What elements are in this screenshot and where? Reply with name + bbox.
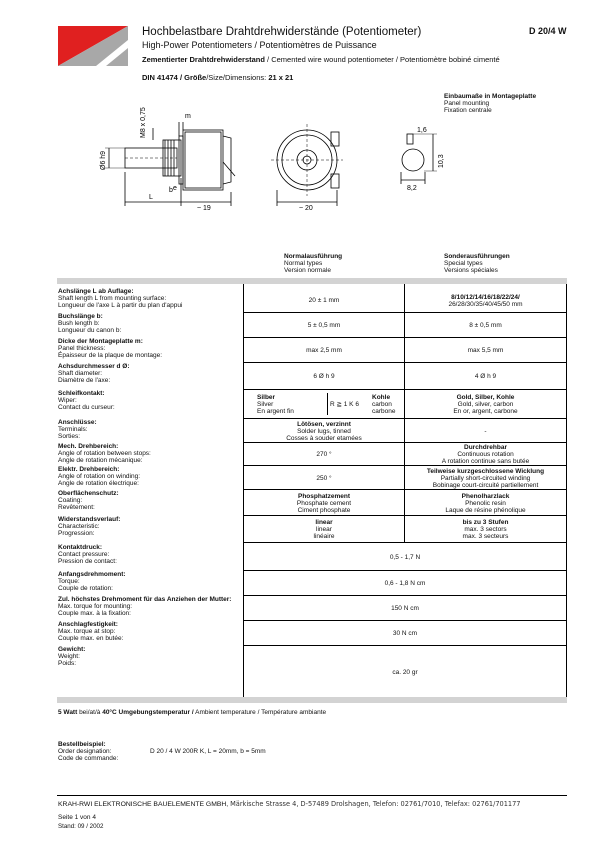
dim-len19: ~ 19 — [197, 205, 211, 212]
row-separator — [243, 312, 567, 313]
row-label — [58, 467, 240, 487]
size-rest: /Size/Dimensions: — [206, 73, 269, 82]
cell-line: linear — [315, 519, 333, 526]
cell-line: Continuous rotation — [457, 451, 514, 458]
row-label-de: Schleifkontakt: — [58, 390, 105, 397]
cell-line: Cosses à souder etamées — [286, 434, 362, 442]
footer-page: Seite 1 von 4 — [58, 814, 96, 821]
row-label-de: Anschlagfestigkeit: — [58, 621, 118, 628]
cell-line: 4 Ø h 9 — [474, 373, 497, 380]
row-label-en: Max. torque at stop: — [58, 627, 116, 635]
row-separator — [243, 442, 567, 443]
row-label-fr: Couple max. à la fixation: — [58, 609, 131, 617]
row-separator — [243, 542, 567, 543]
dim-dia20: ~ 20 — [299, 205, 313, 212]
row-label — [58, 314, 240, 334]
row-label-de: Achslänge L ab Auflage: — [58, 288, 134, 295]
power-mid: bei/at/à — [77, 709, 103, 716]
mount-title: Einbaumaße in Montageplatte — [444, 93, 537, 100]
row-label-fr: Angle de rotation électrique: — [58, 479, 139, 487]
row-label-fr: Longueur de l'axe L à partir du plan d'appui — [58, 301, 183, 309]
cell-normal — [244, 493, 404, 514]
col-normal-fr: Version normale — [284, 267, 331, 274]
row-label-en: Weight: — [58, 652, 80, 660]
cell-line: En or, argent, carbone — [453, 408, 518, 415]
cell-line: max. 3 sectors — [464, 526, 507, 533]
dim-m: m — [185, 113, 191, 120]
cell-line: Solder lugs, tinned — [297, 427, 351, 435]
row-separator — [243, 389, 567, 390]
cell-line: Durchdrehbar — [464, 444, 507, 451]
row-separator — [243, 362, 567, 363]
col-special — [444, 253, 510, 274]
cell-line: Partially short-circuited winding — [440, 474, 531, 482]
cell-normal — [244, 519, 404, 540]
row-label-fr: Contact du curseur: — [58, 403, 115, 411]
dim-16: 1,6 — [417, 127, 427, 134]
row-label — [58, 545, 240, 565]
cell-line: 6 Ø h 9 — [313, 373, 335, 380]
row-separator — [243, 595, 567, 596]
cell-special — [405, 493, 566, 514]
row-separator — [243, 645, 567, 646]
cell-special — [405, 294, 566, 308]
row-separator — [243, 337, 567, 338]
cell-line: bis zu 3 Stufen — [462, 519, 509, 526]
row-separator — [243, 620, 567, 621]
wiper-carbon-line: Kohle — [372, 394, 391, 401]
cell-normal — [244, 451, 404, 458]
order-example — [58, 741, 118, 762]
row-label — [58, 622, 240, 642]
row-separator — [243, 515, 567, 516]
cell-normal — [244, 347, 404, 354]
cell-line: Gold, silver, carbon — [457, 401, 514, 408]
doc-code: D 20/4 W — [529, 26, 567, 36]
cell-normal — [244, 421, 404, 442]
cell-line: Phosphate cement — [296, 499, 352, 507]
row-label-de: Elektr. Drehbereich: — [58, 466, 120, 473]
row-label-de: Achsdurchmesser d Ø: — [58, 363, 130, 370]
order-title: Bestellbeispiel: — [58, 741, 106, 748]
row-label-en: Contact pressure: — [58, 550, 110, 558]
cell-line: Teilweise kurzgeschlossene Wicklung — [426, 467, 545, 475]
title-en-fr: High-Power Potentiometers / Potentiomètres de Puissance — [142, 40, 377, 50]
order-fr: Code de commande: — [58, 755, 119, 762]
cell-span — [244, 630, 566, 637]
row-separator — [243, 465, 567, 466]
row-label — [58, 289, 240, 309]
cell-span — [244, 580, 566, 587]
row-label-de: Anschlüsse: — [58, 419, 97, 426]
row-label-en: Wiper: — [58, 396, 77, 404]
cell-span — [244, 669, 566, 676]
wiper-silver-line: Silber — [257, 394, 276, 401]
col-normal-de: Normalausführung — [284, 253, 343, 260]
size-line — [142, 73, 293, 82]
row-label-en: Angle of rotation on winding: — [58, 472, 141, 480]
row-label-fr: Angle de rotation mécanique: — [58, 456, 143, 464]
dim-b: b — [169, 187, 173, 194]
cell-line: Phenolharzlack — [461, 492, 510, 500]
cell-line: Laque de résine phénolique — [445, 506, 526, 514]
row-separator — [243, 489, 567, 490]
cell-line: 8 ± 0,5 mm — [469, 322, 502, 329]
cell-line: Ciment phosphate — [297, 506, 351, 514]
row-label-fr: Revêtement: — [58, 503, 95, 511]
row-separator — [243, 570, 567, 571]
row-label-de: Widerstandsverlauf: — [58, 516, 121, 523]
row-label-en: Shaft diameter: — [58, 369, 103, 377]
row-label-de: Oberflächenschutz: — [58, 490, 119, 497]
dim-L: L — [149, 194, 153, 201]
power-bold1: 5 Watt — [58, 709, 78, 716]
cell-line: Phosphatzement — [297, 492, 350, 500]
wiper-silver — [257, 394, 294, 415]
cell-normal — [244, 322, 404, 329]
cell-line: - — [484, 427, 487, 435]
cell-span — [244, 554, 566, 561]
cell-special — [405, 519, 566, 540]
row-label-de: Zul. höchstes Drehmoment für das Anziehen der Mutter: — [58, 596, 232, 603]
cell-special — [405, 444, 566, 465]
cell-line: A rotation continue sans butée — [441, 458, 530, 465]
col-normal-en: Normal types — [284, 260, 323, 267]
row-label — [58, 444, 240, 464]
dim-thread: M8 x 0,75 — [140, 107, 147, 138]
row-separator — [243, 418, 567, 419]
row-label — [58, 647, 240, 667]
row-label-en: Coating: — [58, 496, 83, 504]
row-label — [58, 420, 240, 440]
row-label-fr: Progression: — [58, 529, 95, 537]
col-special-de: Sonderausführungen — [444, 253, 510, 260]
dim-103: 10,3 — [438, 154, 445, 168]
row-label-de: Gewicht: — [58, 646, 86, 653]
col-normal — [284, 253, 342, 274]
power-rest: Ambient temperature / Température ambiante — [193, 709, 327, 716]
bottom-band — [57, 697, 567, 703]
cell-line: max. 3 secteurs — [462, 533, 509, 540]
cell-line: 0,6 - 1,8 N cm — [384, 580, 426, 587]
size-value: 21 x 21 — [268, 73, 294, 82]
row-label-de: Kontaktdruck: — [58, 544, 103, 551]
row-label-fr: Couple de rotation: — [58, 584, 113, 592]
cell-line: linear — [316, 526, 332, 533]
cell-line: linéaire — [313, 533, 335, 540]
mount-en: Panel mounting — [444, 100, 490, 107]
cell-line: 5 ± 0,5 mm — [307, 322, 341, 329]
row-label-fr: Poids: — [58, 659, 77, 667]
dim-shaft-dia: Ø6 h9 — [100, 150, 107, 170]
subtitle-bold: Zementierter Drahtdrehwiderstand — [142, 55, 265, 64]
top-band — [57, 278, 567, 284]
cell-line: 20 ± 1 mm — [308, 297, 340, 304]
cell-special — [405, 468, 566, 489]
row-label — [58, 597, 240, 617]
company-logo — [58, 26, 128, 66]
power-bold2: 40°C Umgebungstemperatur / — [102, 709, 194, 716]
col-special-fr: Versions spéciales — [444, 267, 498, 274]
row-label-en: Terminals: — [58, 425, 88, 433]
cell-line: 250 ° — [316, 474, 332, 482]
cell-line: max 5,5 mm — [467, 347, 504, 354]
row-label-de: Mech. Drehbereich: — [58, 443, 119, 450]
cell-line: Lötösen, verzinnt — [297, 420, 351, 428]
row-label-en: Torque: — [58, 577, 80, 585]
title-de: Hochbelastbare Drahtdrehwiderstände (Potentiometer) — [142, 26, 422, 38]
table-divider-right — [566, 284, 567, 697]
row-label-de: Dicke der Montageplatte m: — [58, 338, 143, 345]
footer-address: Märkische Strasse 4, D-57489 Drolshagen, Telefon: 02761/7010, Telefax: 02761/701177 — [230, 800, 521, 808]
wiper-carbon-line: carbon — [372, 401, 392, 408]
row-label — [58, 391, 240, 411]
cell-line: Phenolic resin — [465, 499, 506, 507]
dim-82: 8,2 — [407, 185, 417, 192]
row-label-de: Buchslänge b: — [58, 313, 103, 320]
wiper-carbon — [372, 394, 396, 415]
size-bold: DIN 41474 / Größe — [142, 73, 207, 82]
row-label — [58, 517, 240, 537]
order-value: D 20 / 4 W 200R K, L = 20mm, b = 5mm — [150, 748, 266, 755]
power-rating — [58, 709, 326, 716]
row-label — [58, 364, 240, 384]
cell-line: 30 N cm — [392, 630, 418, 637]
row-label-de: Anfangsdrehmoment: — [58, 571, 126, 578]
wiper-carbon-line: carbone — [372, 408, 396, 415]
row-label-fr: Épaisseur de la plaque de montage: — [58, 351, 163, 359]
mount-fr: Fixation centrale — [444, 107, 492, 114]
dim-e: e — [173, 185, 177, 192]
subtitle — [142, 55, 500, 64]
row-label — [58, 491, 240, 511]
wiper-resistance: R ≧ 1 K 6 — [330, 401, 359, 408]
row-label-fr: Longueur du canon b: — [58, 326, 122, 334]
cell-special — [405, 394, 566, 415]
technical-drawing — [95, 102, 455, 214]
cell-special — [405, 373, 566, 380]
mount-note — [444, 93, 536, 114]
subtitle-rest: / Cemented wire wound potentiometer / Potentiomètre bobiné cimenté — [264, 55, 500, 64]
row-label-fr: Diamètre de l'axe: — [58, 376, 111, 384]
cell-special — [405, 322, 566, 329]
cell-line: Bobinage court-circuité partiellement — [432, 481, 539, 489]
cell-line: max 2,5 mm — [306, 347, 342, 354]
row-label-en: Characteristic: — [58, 522, 100, 530]
cell-special — [405, 347, 566, 354]
cell-line: Gold, Silber, Kohle — [456, 394, 515, 401]
cell-normal — [244, 373, 404, 380]
cell-normal — [244, 475, 404, 482]
cell-line: ca. 20 gr — [392, 668, 418, 676]
footer-company-name: KRAH-RWI ELEKTRONISCHE BAUELEMENTE GMBH, — [58, 801, 229, 808]
footer-company — [58, 800, 521, 808]
row-label-en: Bush length b: — [58, 319, 100, 327]
row-label-fr: Sorties: — [58, 432, 81, 440]
cell-line: 0,5 - 1,7 N — [389, 554, 421, 561]
cell-line: 270 ° — [316, 451, 332, 458]
cell-span — [244, 605, 566, 612]
row-label-en: Angle of rotation between stops: — [58, 449, 151, 457]
footer-date: Stand: 09 / 2002 — [58, 823, 104, 830]
wiper-silver-line: Silver — [257, 401, 274, 408]
row-label — [58, 339, 240, 359]
cell-normal — [244, 297, 404, 304]
cell-line: 8/10/12/14/16/18/22/24/ — [451, 293, 520, 301]
row-label-fr: Pression de contact: — [58, 557, 117, 565]
row-label-en: Max. torque for mounting: — [58, 602, 133, 610]
cell-special — [405, 428, 566, 435]
row-label-fr: Couple max. en butée: — [58, 634, 124, 642]
row-label-en: Shaft length L from mounting surface: — [58, 294, 167, 302]
col-special-en: Special types — [444, 260, 483, 267]
order-en: Order designation: — [58, 748, 112, 755]
row-label — [58, 572, 240, 592]
footer-rule — [57, 795, 567, 796]
cell-line: 150 N cm — [391, 605, 419, 612]
row-label-en: Panel thickness: — [58, 344, 106, 352]
wiper-divider — [327, 393, 328, 415]
wiper-silver-line: En argent fin — [257, 408, 294, 415]
cell-line: 26/28/30/35/40/45/50 mm — [448, 300, 523, 308]
